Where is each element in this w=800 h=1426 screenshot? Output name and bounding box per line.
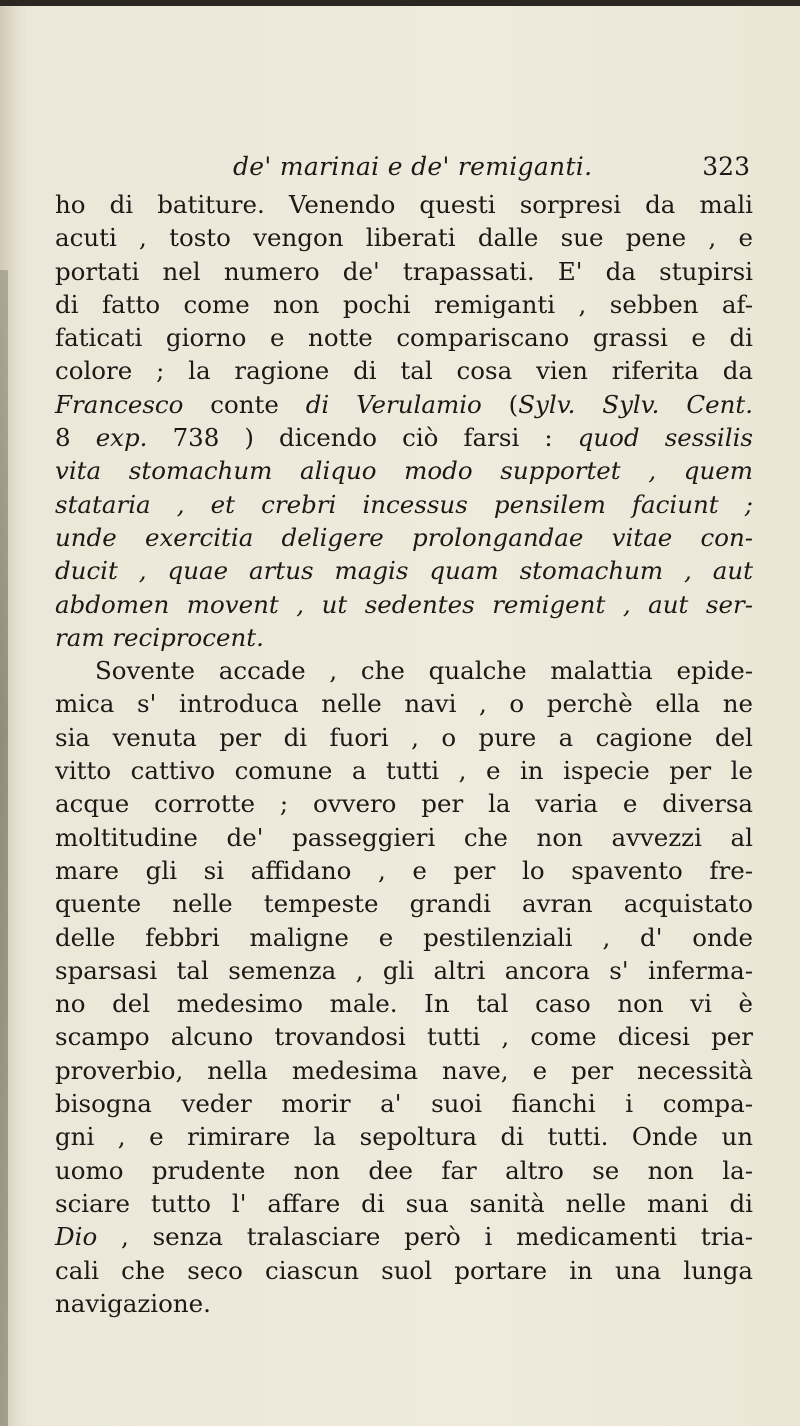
text-line [55,1120,753,1153]
binding-shadow [0,270,8,1426]
text-line [55,987,753,1020]
text-line [55,521,753,554]
text-line [55,554,753,587]
text-run: proverbio, nella medesima nave, e per necessità [55,1055,753,1085]
text-line [55,621,753,654]
text-line [55,588,753,621]
text-line [55,787,753,820]
text-line [55,1087,753,1120]
page-header [55,152,750,186]
text-line [55,454,753,487]
text-run: ho di batiture. Venendo questi sorpresi da mali [55,190,753,219]
page-number: 323 [702,152,750,181]
text-line [55,188,753,221]
top-edge-rule [0,0,800,6]
text-line [55,887,753,920]
italic-text-run: exp. [95,423,148,453]
text-line [55,1020,753,1053]
text-line [55,921,753,954]
text-run: uomo prudente non dee far altro se non la- [55,1155,753,1185]
text-line [55,221,753,254]
text-line [55,354,753,387]
italic-text-run: unde exercitia deligere prolongandae vitae con- [55,522,753,552]
text-line [55,1220,753,1253]
text-line [55,1187,753,1220]
italic-text-run: ram reciprocent. [55,622,264,652]
text-line [55,1287,753,1320]
text-line [55,1254,753,1287]
italic-text-run: Francesco [55,389,184,419]
text-line [55,288,753,321]
text-run: acque corrotte ; ovvero per la varia e diversa [55,789,753,819]
italic-text-run: di Verulamio [305,389,482,419]
text-run: moltitudine de' passeggieri che non avvezzi al [55,822,753,852]
text-run: portati nel numero de' trapassati. E' da stupirsi [55,256,753,286]
text-run: faticati giorno e notte compariscano grassi e di [55,323,753,353]
text-run: colore ; la ragione di tal cosa vien riferita da [55,356,753,386]
text-line [55,754,753,787]
text-run: cali che seco ciascun suol portare in una lunga [55,1255,753,1285]
italic-text-run: vita stomachum aliquo modo supportet , quem [55,456,753,486]
text-run: vitto cattivo comune a tutti , e in ispecie per le [55,756,753,786]
text-run: quente nelle tempeste grandi avran acquistato [55,889,753,919]
text-line [55,721,753,754]
text-run: scampo alcuno trovandosi tutti , come dicesi per [55,1022,753,1052]
text-run: conte [183,389,306,419]
text-run: di fatto come non pochi remiganti , sebben af- [55,289,753,319]
body-text [55,188,753,1320]
text-run: 8 [55,423,96,453]
text-line [55,1054,753,1087]
text-line [55,1154,753,1187]
text-line [55,255,753,288]
italic-text-run: Dio [55,1222,98,1252]
text-line [55,654,753,687]
text-run: mica s' introduca nelle navi , o perchè ella ne [55,689,753,719]
text-line [55,321,753,354]
text-line [55,954,753,987]
text-run: sciare tutto l' affare di sua sanità nelle mani di [55,1188,753,1218]
italic-text-run: Sylv. Sylv. Cent. [518,389,753,419]
text-line [55,854,753,887]
text-run: sparsasi tal semenza , gli altri ancora s' inferma- [55,955,753,985]
text-line [55,388,753,421]
text-line [55,821,753,854]
text-run: , senza tralasciare però i medicamenti tria- [97,1222,753,1252]
text-line [55,687,753,720]
text-run: Sovente accade , che qualche malattia epide- [95,656,753,686]
italic-text-run: quod sessilis [577,423,753,453]
text-run: ( [481,389,519,419]
running-title: de' marinai e de' remiganti. [233,152,593,181]
text-line [55,488,753,521]
italic-text-run: stataria , et crebri incessus pensilem faciunt ; [55,489,753,519]
text-run: no del medesimo male. In tal caso non vi è [55,989,753,1019]
text-line [55,421,753,454]
text-run: bisogna veder morir a' suoi fianchi i compa- [55,1089,753,1119]
text-run: sia venuta per di fuori , o pure a cagione del [55,722,753,752]
text-run: 738 ) dicendo ciò farsi : [147,423,578,453]
italic-text-run: ducit , quae artus magis quam stomachum , aut [55,556,753,586]
text-run: mare gli si affidano , e per lo spavento fre- [55,855,753,885]
text-run: gni , e rimirare la sepoltura di tutti. Onde un [55,1122,753,1152]
text-run: navigazione. [55,1288,211,1318]
italic-text-run: abdomen movent , ut sedentes remigent , aut ser- [55,589,753,619]
text-run: acuti , tosto vengon liberati dalle sue pene , e [55,223,753,253]
text-run: delle febbri maligne e pestilenziali , d' onde [55,922,753,952]
